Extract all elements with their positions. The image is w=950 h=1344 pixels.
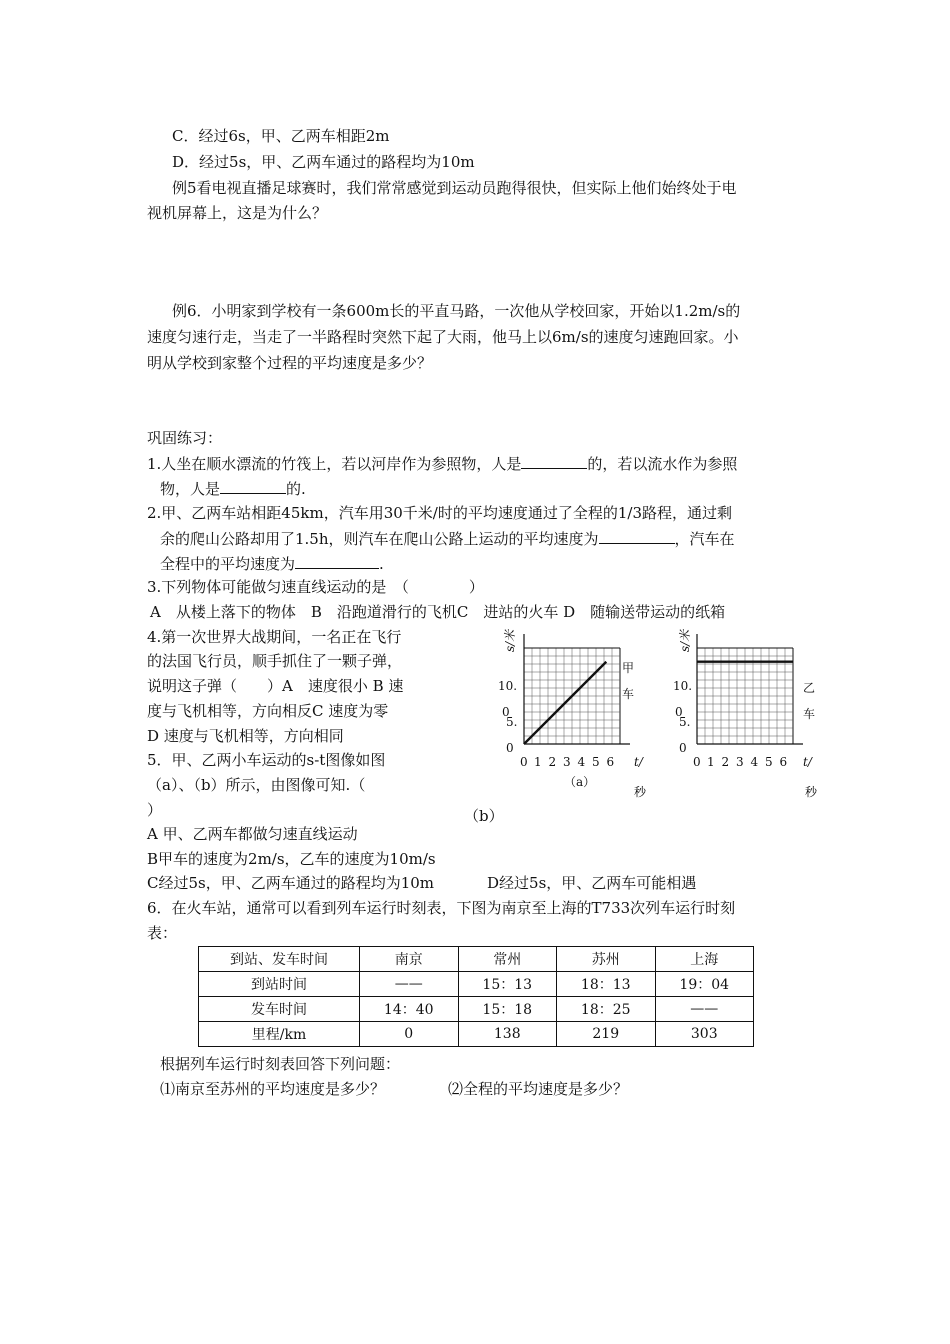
- ex4-option-d: D．经过5s，甲、乙两车通过的路程均为10m: [172, 153, 475, 171]
- ex6-line-1: 例6．小明家到学校有一条600m长的平直马路，一次他从学校回家，开始以1.2m/s的: [172, 302, 741, 320]
- ex5-line-2: 视机屏幕上，这是为什么？: [147, 204, 328, 222]
- table-cell: 18：13: [557, 972, 656, 997]
- q5-line-3: ）: [147, 801, 163, 819]
- table-cell: ——: [655, 997, 754, 1022]
- graph-b-y-tick-5: 5.: [679, 715, 691, 729]
- table-cell: 138: [458, 1022, 557, 1047]
- q1-line-2: 物，人是 的.: [160, 480, 306, 498]
- timetable-header-cell: 上海: [655, 947, 754, 972]
- q6-sub-question-2: ⑵全程的平均速度是多少？: [448, 1080, 629, 1098]
- q4-line-2: 的法国飞行员，顺手抓住了一颗子弹，: [147, 652, 403, 670]
- graph-a-x-label: t/: [634, 755, 643, 769]
- graph-b-y-label: s/米: [678, 629, 692, 652]
- table-cell: 发车时间: [199, 997, 360, 1022]
- graph-a-x-tick-label: 5: [592, 755, 600, 769]
- graph-a-y-tick-10: 10.: [498, 679, 518, 693]
- graph-a-x-unit: 秒: [634, 785, 647, 799]
- table-cell: 219: [557, 1022, 656, 1047]
- q1-blank-2: [220, 478, 286, 494]
- graph-b-caption: （b）: [464, 807, 504, 825]
- graph-b-x-label: t/: [803, 755, 812, 769]
- q2-blank-2: [295, 553, 379, 569]
- q5-line-1: 5．甲、乙两小车运动的s-t图像如图: [147, 751, 386, 769]
- graph-a-x-tick-label: 6: [606, 755, 615, 769]
- q5-option-a: A 甲、乙两车都做匀速直线运动: [147, 825, 358, 843]
- graph-b-x-tick-label: 4: [750, 755, 759, 769]
- graph-b-x-ticks: [707, 755, 787, 769]
- q5-option-d: D经过5s，甲、乙两车可能相遇: [487, 874, 697, 892]
- graph-a-series-line: [524, 662, 606, 744]
- table-cell: 303: [655, 1022, 754, 1047]
- graph-a-x-origin: 0: [520, 755, 528, 769]
- q2-line-1: 2.甲、乙两车站相距45km，汽车用30千米/时的平均速度通过了全程的1/3路程，通过剩: [147, 504, 732, 522]
- graph-a-x-tick-label: 1: [534, 755, 542, 769]
- q2-line-3: 全程中的平均速度为 .: [160, 555, 384, 573]
- timetable-header-cell: 苏州: [557, 947, 656, 972]
- timetable-header-cell: 常州: [458, 947, 557, 972]
- graph-b-line-label-1: 乙: [803, 681, 816, 695]
- practice-heading: 巩固练习：: [147, 429, 223, 447]
- q4-line-5: D 速度与飞机相等，方向相同: [147, 727, 344, 745]
- table-row: [199, 997, 754, 1022]
- graph-a: [494, 628, 654, 804]
- graph-b-x-tick-label: 2: [721, 755, 730, 769]
- graph-a-x-tick-label: 3: [563, 755, 571, 769]
- q1-blank-1: [521, 453, 587, 469]
- graph-b: [667, 628, 827, 804]
- table-cell: 19：04: [655, 972, 754, 997]
- q6-line-1: 6．在火车站，通常可以看到列车运行时刻表，下图为南京至上海的T733次列车运行时刻: [147, 899, 736, 917]
- table-cell: 14：40: [360, 997, 459, 1022]
- graph-b-x-tick-label: 1: [707, 755, 715, 769]
- graph-a-x-tick-label: 2: [548, 755, 557, 769]
- q6-sub-question-1: ⑴南京至苏州的平均速度是多少？: [160, 1080, 386, 1098]
- ex6-line-2: 速度匀速行走，当走了一半路程时突然下起了大雨，他马上以6m/s的速度匀速跑回家。小: [147, 328, 739, 346]
- graph-b-y-tick-zero: 0: [675, 705, 683, 719]
- q2-line-2: 余的爬山公路却用了1.5h，则汽车在爬山公路上运动的平均速度为 ，汽车在: [160, 530, 735, 548]
- ex5-line-1: 例5看电视直播足球赛时，我们常常感觉到运动员跑得很快，但实际上他们始终处于电: [172, 179, 737, 197]
- table-cell: 15：13: [458, 972, 557, 997]
- q3-stem: 3.下列物体可能做匀速直线运动的是 （ ）: [147, 578, 484, 596]
- q5-line-2: （a）、（b）所示，由图像可知.（: [147, 776, 366, 794]
- graph-a-y-tick-5: 5.: [506, 715, 518, 729]
- timetable-header-row: [199, 947, 754, 972]
- q4-line-4: 度与飞机相等，方向相反C 速度为零: [147, 702, 389, 720]
- timetable-header-cell: 南京: [360, 947, 459, 972]
- graph-b-x-tick-label: 3: [736, 755, 744, 769]
- graph-b-x-tick-label: 6: [779, 755, 788, 769]
- graph-a-line-label-2: 车: [622, 687, 635, 701]
- ex6-line-3: 明从学校到家整个过程的平均速度是多少？: [147, 354, 433, 372]
- q5-option-c: C经过5s，甲、乙两车通过的路程均为10m: [147, 874, 435, 892]
- table-cell: 里程/km: [199, 1022, 360, 1047]
- q4-line-1: 4.第一次世界大战期间，一名正在飞行: [147, 628, 402, 646]
- q5-option-b: B甲车的速度为2m/s，乙车的速度为10m/s: [147, 850, 436, 868]
- timetable: [198, 946, 754, 1047]
- graph-a-caption: （a）: [564, 775, 596, 789]
- table-cell: 到站时间: [199, 972, 360, 997]
- ex4-option-c: C．经过6s，甲、乙两车相距2m: [172, 127, 390, 145]
- graph-b-y-tick-10: 10.: [673, 679, 693, 693]
- graph-a-y-zero: 0: [506, 741, 514, 755]
- graph-a-y-label: s/米: [503, 629, 517, 652]
- table-cell: 18：25: [557, 997, 656, 1022]
- graph-a-x-ticks: [534, 755, 614, 769]
- graph-a-y-tick-zero: 0: [502, 705, 510, 719]
- graph-b-x-unit: 秒: [805, 785, 818, 799]
- table-cell: 0: [360, 1022, 459, 1047]
- table-row: [199, 1022, 754, 1047]
- graph-a-x-tick-label: 4: [577, 755, 586, 769]
- graph-b-line-label-2: 车: [803, 707, 816, 721]
- graph-b-x-origin: 0: [693, 755, 701, 769]
- q6-sub-intro: 根据列车运行时刻表回答下列问题：: [160, 1055, 401, 1073]
- q1-line-1: 1.人坐在顺水漂流的竹筏上，若以河岸作为参照物，人是 的，若以流水作为参照: [147, 455, 738, 473]
- q6-line-2: 表：: [147, 924, 178, 942]
- timetable-header-cell: 到站、发车时间: [199, 947, 360, 972]
- graph-b-x-tick-label: 5: [765, 755, 773, 769]
- graph-b-y-zero: 0: [679, 741, 687, 755]
- q4-line-3: 说明这子弹（ ）A 速度很小 B 速: [147, 677, 404, 695]
- q3-options: A 从楼上落下的物体 B 沿跑道滑行的飞机C 进站的火车 D 随输送带运动的纸箱: [150, 603, 726, 621]
- table-row: [199, 972, 754, 997]
- table-cell: ——: [360, 972, 459, 997]
- q2-blank-1: [599, 528, 675, 544]
- table-cell: 15：18: [458, 997, 557, 1022]
- graph-a-line-label-1: 甲: [622, 661, 635, 675]
